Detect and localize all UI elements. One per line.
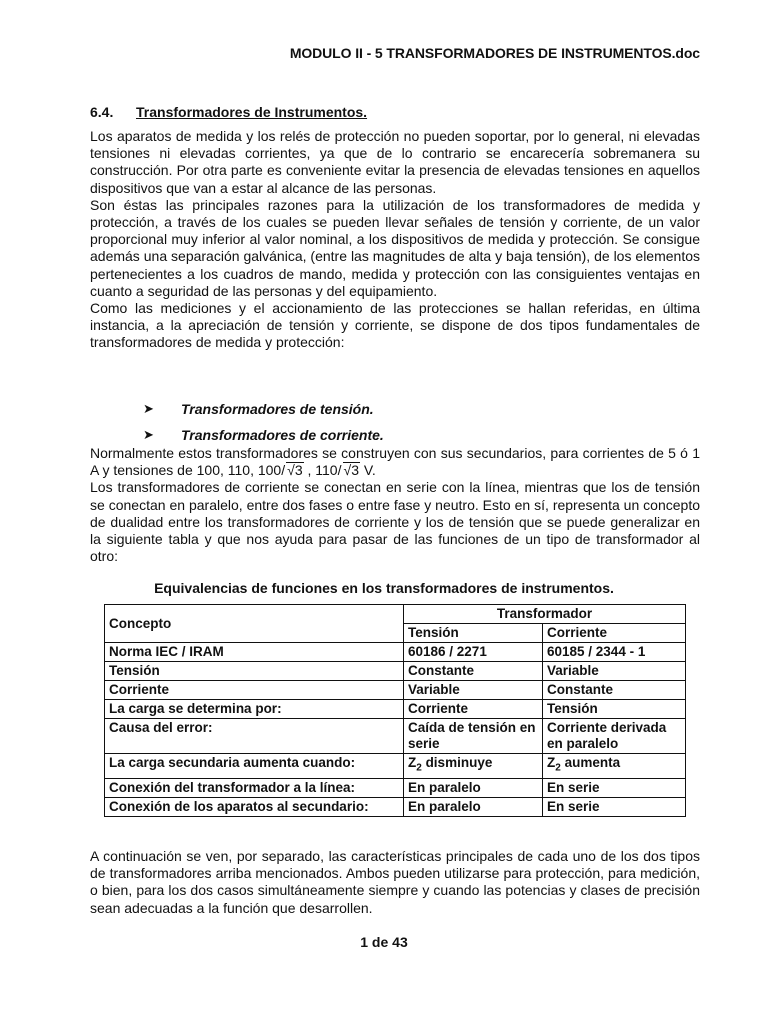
cell-tension: Constante: [404, 662, 543, 681]
transformer-types-list: [143, 396, 384, 448]
sqrt-value: 3: [351, 462, 359, 479]
table-row: [105, 797, 686, 816]
equivalence-table: [104, 604, 686, 817]
arrow-bullet-icon: ➤: [143, 427, 154, 442]
table-row: [105, 719, 686, 754]
list-item-text: Transformadores de tensión.: [181, 401, 374, 417]
impedance-subscript: 2: [555, 762, 561, 774]
cell-corriente: Constante: [543, 681, 686, 700]
cell-concept: Conexión de los aparatos al secundario:: [105, 797, 404, 816]
table-row: [105, 662, 686, 681]
paragraph-3: Como las mediciones y el accionamiento de las protecciones se hallan referidas, en última instancia, a la apreciación de tensión y corriente, se dispone de dos tipos fundamentales de transformadores de medida y protección:: [90, 300, 700, 351]
cell-concept: Conexión del transformador a la línea:: [105, 778, 404, 797]
secondary-values-text: [90, 445, 700, 565]
section-number: 6.4.: [90, 104, 114, 120]
cell-concept: Causa del error:: [105, 719, 404, 754]
table-row: [105, 778, 686, 797]
section-title: Transformadores de Instrumentos.: [136, 104, 368, 120]
paragraph-5: Los transformadores de corriente se conectan en serie con la línea, mientras que los de tensión se conectan en paralelo, entre dos fases o entre fase y neutro. Esto en sí, representa un concepto de dualidad entre los transformadores de corriente y los de tensión que se puede generalizar en la siguiente tabla y que nos ayuda para pasar de las funciones de un tipo de transformador al otro:: [90, 479, 700, 565]
paragraph-4: [90, 445, 700, 479]
cell-tension: En paralelo: [404, 778, 543, 797]
closing-paragraph: A continuación se ven, por separado, las características principales de cada uno de los dos tipos de transformadores arriba mencionados. Ambos pueden utilizarse para protección, para medición, o bien, para los dos casos simultáneamente siempre y cuando las potencias y clases de precisión sean adecuadas a la función que desarrollen.: [90, 848, 700, 916]
header-tension: Tensión: [404, 624, 543, 643]
cell-concept: Tensión: [105, 662, 404, 681]
cell-tension: 60186 / 2271: [404, 643, 543, 662]
sqrt-symbol: √3: [287, 462, 303, 479]
impedance-symbol: Z: [408, 755, 417, 770]
sqrt-value: 3: [294, 462, 303, 479]
paragraph-4-part-c: V.: [359, 462, 376, 479]
header-transformer: Transformador: [404, 605, 686, 624]
table-row: [105, 681, 686, 700]
cell-corriente: [543, 754, 686, 779]
list-item-text: Transformadores de corriente.: [181, 427, 384, 443]
paragraph-2: Son éstas las principales razones para la utilización de los transformadores de medida y protección, a través de los cuales se pueden llevar señales de tensión y corriente, de un valor proporcional muy inferior al valor nominal, a los dispositivos de medida y protección. Se consigue además una separación galvánica, (entre las magnitudes de alta y baja tensión), de los elementos pertenecientes a los cuadros de mando, medida y protección con las consiguientes ventajas en cuanto a seguridad de las personas y del equipamiento.: [90, 196, 700, 299]
cell-concept: Corriente: [105, 681, 404, 700]
table-row: [105, 754, 686, 779]
arrow-bullet-icon: ➤: [143, 401, 154, 416]
paragraph-1: Los aparatos de medida y los relés de protección no pueden soportar, por lo general, ni elevadas tensiones ni elevadas corrientes, ya que de lo contrario se encarecería sobremanera su construcción. Por otra parte es conveniente evitar la presencia de elevadas tensiones en aquellos dispositivos que van a estar al alcance de las personas.: [90, 128, 700, 196]
document-header-title: MODULO II - 5 TRANSFORMADORES DE INSTRUMENTOS.doc: [289, 45, 700, 61]
section-heading: [90, 104, 367, 120]
table-row: [105, 643, 686, 662]
table-header-row: [105, 605, 686, 624]
sqrt-symbol: √3: [343, 462, 359, 479]
cell-tension: Caída de tensión en serie: [404, 719, 543, 754]
cell-corriente: 60185 / 2344 - 1: [543, 643, 686, 662]
cell-corriente: En serie: [543, 797, 686, 816]
cell-corriente: Corriente derivada en paralelo: [543, 719, 686, 754]
paragraph-4-part-b: , 110/: [303, 462, 342, 479]
cell-corriente-text: aumenta: [560, 755, 621, 770]
cell-concept: La carga se determina por:: [105, 700, 404, 719]
header-concept: Concepto: [105, 605, 404, 643]
cell-tension: [404, 754, 543, 779]
cell-corriente: En serie: [543, 778, 686, 797]
cell-tension-text: disminuye: [421, 755, 493, 770]
cell-concept: La carga secundaria aumenta cuando:: [105, 754, 404, 779]
impedance-symbol: Z: [547, 755, 556, 770]
cell-concept: Norma IEC / IRAM: [105, 643, 404, 662]
cell-corriente: Tensión: [543, 700, 686, 719]
list-item: [143, 396, 384, 422]
cell-tension: Variable: [404, 681, 543, 700]
paragraph-4-part-a: Normalmente estos transformadores se construyen con sus secundarios, para corrientes de 5 ó 1 A y tensiones de 100, 110, 100/: [90, 445, 700, 479]
intro-text: [90, 128, 700, 352]
impedance-subscript: 2: [416, 762, 422, 774]
cell-tension: Corriente: [404, 700, 543, 719]
table-caption: Equivalencias de funciones en los transformadores de instrumentos.: [154, 580, 614, 596]
page-number: 1 de 43: [360, 934, 408, 950]
cell-corriente: Variable: [543, 662, 686, 681]
header-corriente: Corriente: [543, 624, 686, 643]
cell-tension: En paralelo: [404, 797, 543, 816]
table-row: [105, 700, 686, 719]
